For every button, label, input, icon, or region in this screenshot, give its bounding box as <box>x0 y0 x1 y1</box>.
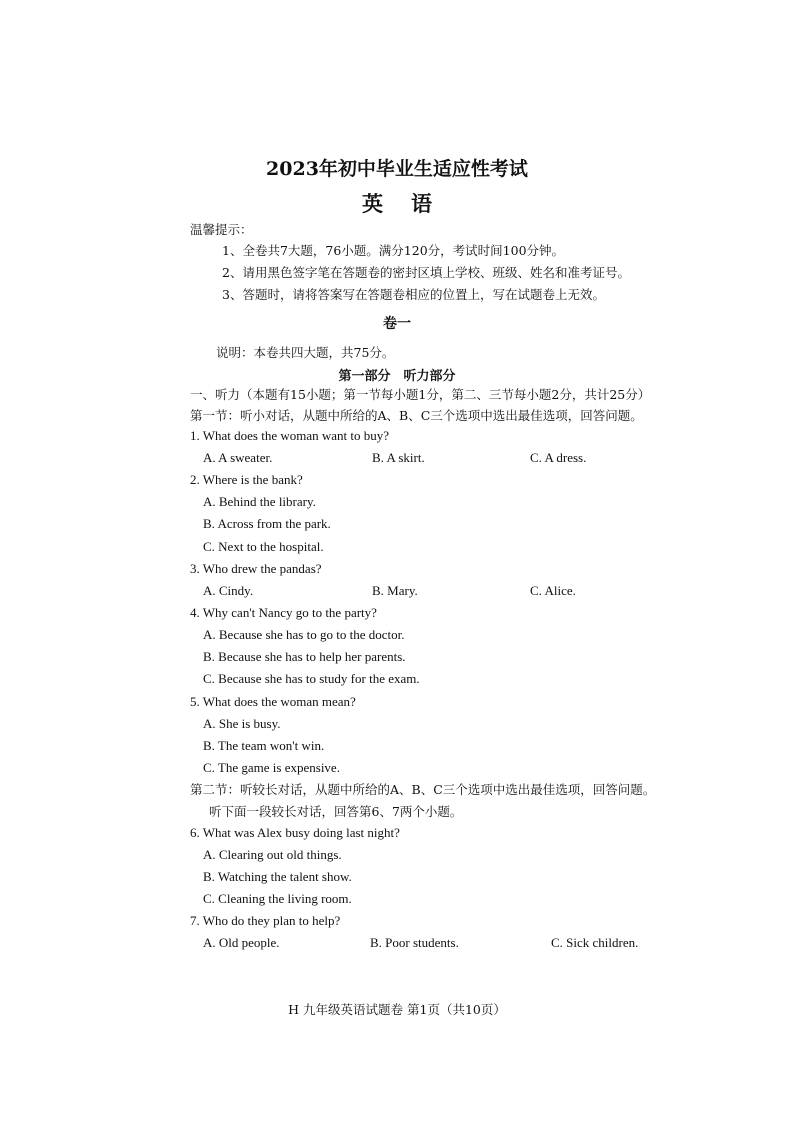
option: A. A sweater. <box>203 450 273 465</box>
section2-subinstruction: 听下面一段较长对话，回答第6、7两个小题。 <box>209 804 463 819</box>
option: B. Watching the talent show. <box>203 869 352 884</box>
option: B. Mary. <box>372 583 418 598</box>
option: A. Because she has to go to the doctor. <box>203 627 405 642</box>
question: 2. Where is the bank? <box>190 472 303 487</box>
option: B. A skirt. <box>372 450 425 465</box>
tips-heading: 温馨提示： <box>190 222 253 237</box>
option: A. Behind the library. <box>203 494 316 509</box>
tip-item: 2、请用黑色签字笔在答题卷的密封区填上学校、班级、姓名和准考证号。 <box>222 265 630 280</box>
page-footer: H 九年级英语试题卷 第1页（共10页） <box>288 1002 506 1017</box>
tip-item: 3、答题时，请将答案写在答题卷相应的位置上，写在试题卷上无效。 <box>222 287 605 302</box>
option: C. Cleaning the living room. <box>203 891 352 906</box>
listening-header: 一、听力（本题有15小题；第一节每小题1分，第二、三节每小题2分，共计25分） <box>190 387 651 402</box>
option: A. Cindy. <box>203 583 254 598</box>
question: 7. Who do they plan to help? <box>190 913 341 928</box>
section2-instruction: 第二节：听较长对话，从题中所给的A、B、C三个选项中选出最佳选项，回答问题。 <box>190 782 656 797</box>
option: C. Sick children. <box>551 935 639 950</box>
option: B. Because she has to help her parents. <box>203 649 406 664</box>
option: C. The game is expensive. <box>203 760 340 775</box>
exam-title: 2023年初中毕业生适应性考试 <box>266 158 528 180</box>
option: C. Next to the hospital. <box>203 539 324 554</box>
question: 1. What does the woman want to buy? <box>190 428 390 443</box>
option: C. Alice. <box>530 583 576 598</box>
volume-title: 卷一 <box>383 316 411 332</box>
question: 3. Who drew the pandas? <box>190 561 322 576</box>
option: C. Because she has to study for the exam. <box>203 671 420 686</box>
option: B. The team won't win. <box>203 738 325 753</box>
option: A. She is busy. <box>203 716 281 731</box>
question: 4. Why can't Nancy go to the party? <box>190 605 377 620</box>
part-title: 第一部分 听力部分 <box>338 369 456 384</box>
question: 5. What does the woman mean? <box>190 694 356 709</box>
tip-item: 1、全卷共7大题，76小题。满分120分，考试时间100分钟。 <box>222 243 565 258</box>
option: C. A dress. <box>530 450 587 465</box>
option: A. Clearing out old things. <box>203 847 342 862</box>
question: 6. What was Alex busy doing last night? <box>190 825 400 840</box>
option: B. Poor students. <box>370 935 459 950</box>
section1-instruction: 第一节：听小对话，从题中所给的A、B、C三个选项中选出最佳选项，回答问题。 <box>190 408 643 423</box>
volume-note: 说明：本卷共四大题，共75分。 <box>216 345 395 360</box>
subject-title: 英语 <box>362 191 460 216</box>
option: A. Old people. <box>203 935 280 950</box>
option: B. Across from the park. <box>203 516 331 531</box>
